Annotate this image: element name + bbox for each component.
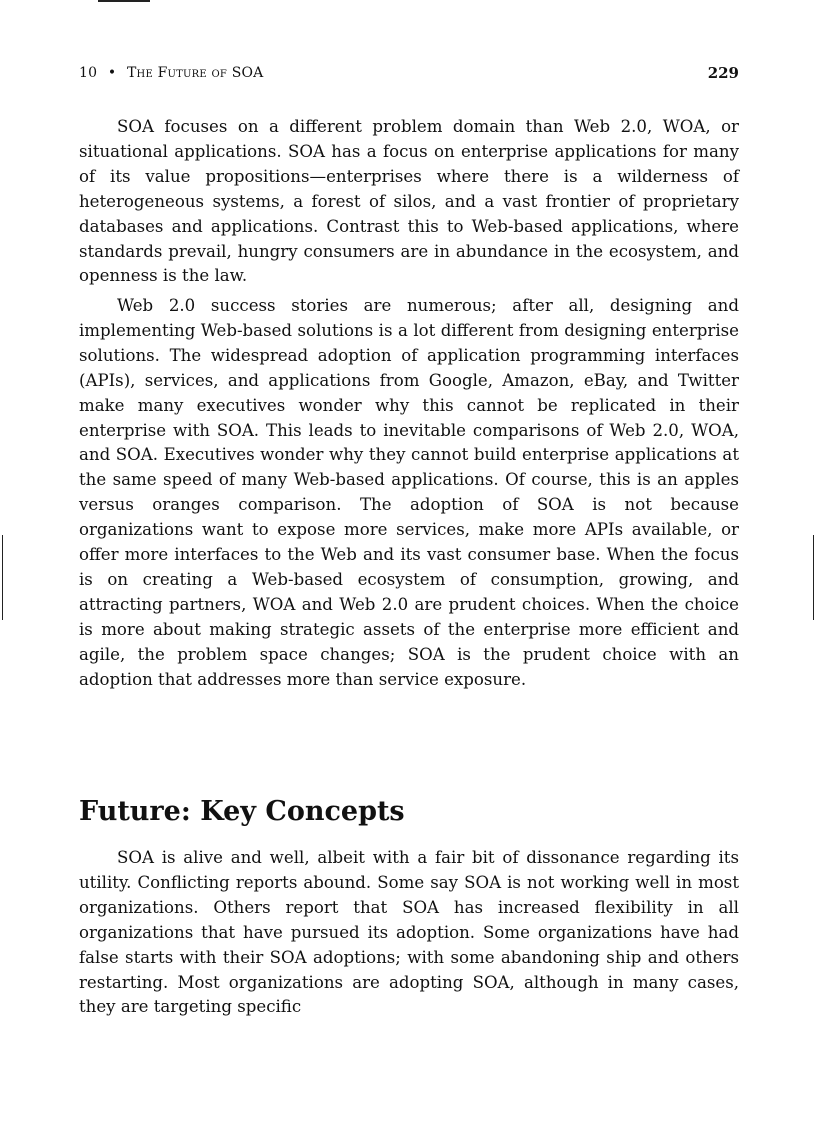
paragraph-1: SOA focuses on a different problem domain than Web 2.0, WOA, or situational applications. SOA has a focus on enterprise applications for many of its value propositions—enterprises where there is a wilderness of heterogeneous systems, a forest of silos, and a vast frontier of proprietary databases and applications. Contrast this to Web-based applications, where standards prevail, hungry consumers are in abundance in the ecosystem, and openness is the law. [79,117,739,286]
running-head [79,63,739,83]
page-number: 229 [707,64,739,82]
right-edge-mark [813,535,814,620]
paragraph-2: Web 2.0 success stories are numerous; after all, designing and implementing Web-based solutions is a lot different from designing enterprise solutions. The widespread adoption of application programming interfaces (APIs), services, and applications from Google, Amazon, eBay, and Twitter make many executives wonder why this cannot be replicated in their enterprise with SOA. This leads to inevitable comparisons of Web 2.0, WOA, and SOA. Executives wonder why they cannot build enterprise applications at the same speed of many Web-based applications. Of course, this is an apples versus oranges comparison. The adoption of SOA is not because organizations want to expose more services, make more APIs available, or offer more interfaces to the Web and its vast consumer base. When the focus is on creating a Web-based ecosystem of consumption, growing, and attracting partners, WOA and Web 2.0 are prudent choices. When the choice is more about making strategic assets of the enterprise more efficient and agile, the problem space changes; SOA is the prudent choice with an adoption that addresses more than service exposure. [79,296,739,689]
text-block-2 [79,294,739,693]
bullet-separator: • [107,65,117,81]
paragraph-3: SOA is alive and well, albeit with a fair bit of dissonance regarding its utility. Conflicting reports abound. Some say SOA is not working well in most organizations. Others report that SOA has increased flexibility in all organizations that have pursued its adoption. Some organizations have had false starts with their SOA adoptions; with some abandoning ship and others restarting. Most organizations are adopting SOA, although in many cases, they are targeting specific [79,848,739,1017]
section-heading: Future: Key Concepts [79,796,405,827]
top-rule [98,0,150,2]
text-block-1 [79,115,739,289]
text-block-3 [79,846,739,1020]
running-head-chapter [79,63,264,83]
left-edge-mark [2,535,3,620]
chapter-number: 10 [79,65,98,81]
chapter-title: The Future of SOA [127,65,264,81]
